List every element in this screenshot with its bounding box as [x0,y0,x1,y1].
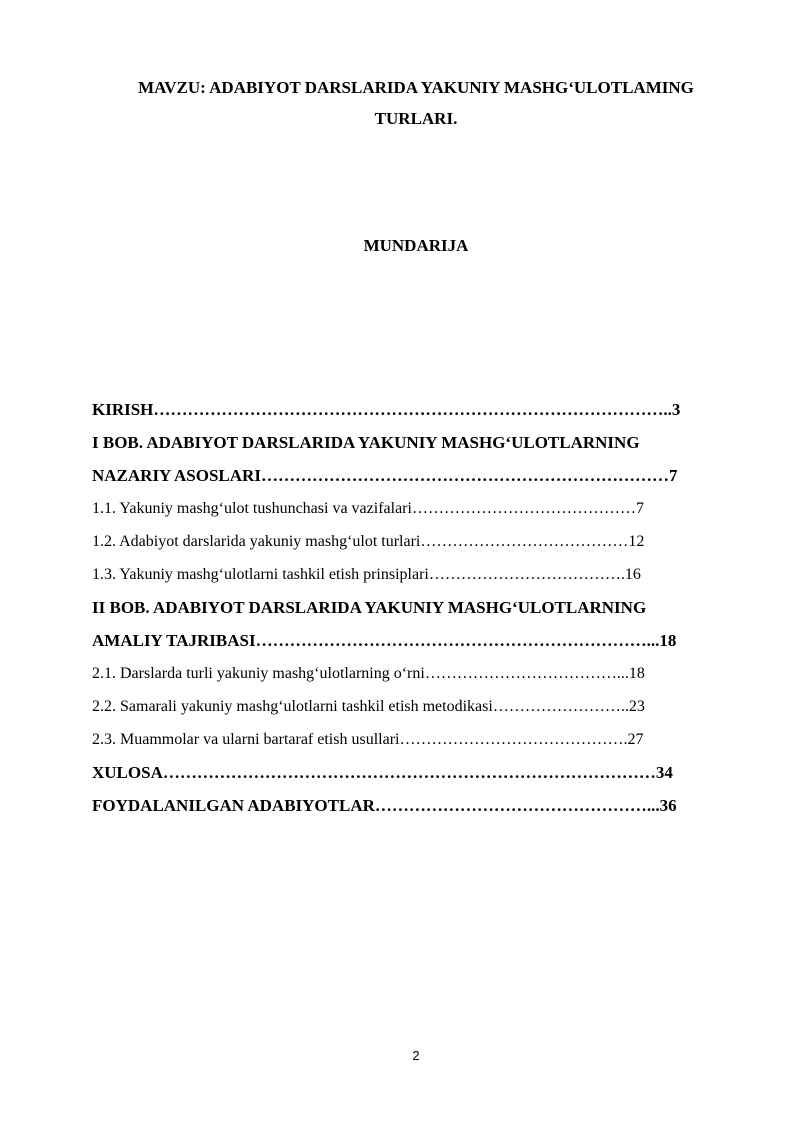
title-line-1: MAVZU: ADABIYOT DARSLARIDA YAKUNIY MASHG‘ULOTLAMING [138,78,694,97]
toc-entry-chapter-1-line-1: I BOB. ADABIYOT DARSLARIDA YAKUNIY MASHG‘ULOTLARNING [92,433,640,452]
toc-entry-references: FOYDALANILGAN ADABIYOTLAR…………………………………………...36 [92,796,677,815]
toc-entry-1-2: 1.2. Adabiyot darslarida yakuniy mashg‘ulot turlari…………………………………12 [92,533,645,550]
toc-entry-2-3: 2.3. Muammolar va ularni bartaraf etish usullari…………………………………….27 [92,731,644,748]
toc-entry-conclusion: XULOSA……………………………………………………………………………34 [92,763,673,782]
title-line-2: TURLARI. [374,109,458,128]
toc-entry-1-1: 1.1. Yakuniy mashg‘ulot tushunchasi va vazifalari……………………………………7 [92,500,644,517]
table-of-contents [92,393,742,822]
toc-entry-chapter-1-line-2: NAZARIY ASOSLARI………………………………………………………………7 [92,466,678,485]
toc-entry-chapter-2-line-2: AMALIY TAJRIBASI……………………………………………………………...18 [92,631,677,650]
document-title [80,72,752,134]
toc-entry-2-1: 2.1. Darslarda turli yakuniy mashg‘ulotlarning o‘rni………………………………...18 [92,665,645,682]
toc-entry-introduction: KIRISH………………………………………………………………………………..3 [92,400,681,419]
toc-entry-2-2: 2.2. Samarali yakuniy mashg‘ulotlarni tashkil etish metodikasi……………………..23 [92,698,645,715]
toc-heading: MUNDARIJA [363,236,469,255]
toc-entry-chapter-2-line-1: II BOB. ADABIYOT DARSLARIDA YAKUNIY MASHG‘ULOTLARNING [92,598,647,617]
page-number: 2 [412,1048,420,1063]
toc-entry-1-3: 1.3. Yakuniy mashg‘ulotlarni tashkil etish prinsiplari……………………………….16 [92,566,641,583]
